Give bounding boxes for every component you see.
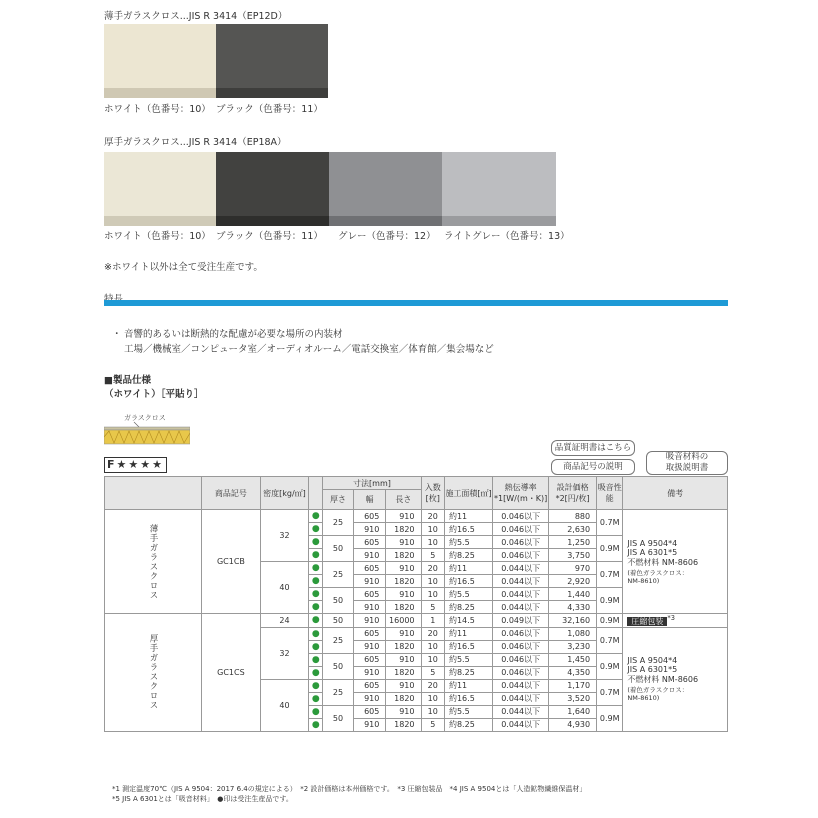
header-remarks: 備考 (623, 477, 728, 510)
count-cell: 1 (421, 614, 444, 628)
price-cell: 970 (549, 562, 597, 575)
conductivity-cell: 0.044以下 (493, 575, 549, 588)
conductivity-cell: 0.044以下 (493, 588, 549, 601)
width-cell: 605 (353, 562, 386, 575)
product-code-button[interactable]: 商品記号の説明 (551, 459, 635, 475)
thickness-cell: 25 (323, 510, 353, 536)
spec-heading: ■製品仕様 (104, 375, 151, 386)
price-cell: 3,750 (549, 549, 597, 562)
count-cell: 5 (421, 718, 444, 731)
made-to-order-dot-icon: ● (309, 536, 323, 549)
area-cell: 約8.25 (444, 549, 492, 562)
area-cell: 約5.5 (444, 536, 492, 549)
quality-certificate-button[interactable]: 品質証明書はこちら (551, 440, 635, 456)
price-cell: 4,930 (549, 718, 597, 731)
conductivity-cell: 0.046以下 (493, 510, 549, 523)
made-to-order-dot-icon: ● (309, 510, 323, 523)
absorption-cell: 0.9M (597, 614, 623, 628)
swatch-label: ライトグレー（色番号：13） (444, 231, 570, 242)
absorption-cell: 0.7M (597, 679, 623, 705)
table-row (105, 614, 728, 628)
made-to-order-dot-icon: ● (309, 705, 323, 718)
made-to-order-dot-icon: ● (309, 588, 323, 601)
thickness-cell: 50 (323, 653, 353, 679)
price-cell: 1,170 (549, 679, 597, 692)
color-swatch-gray-thick (329, 152, 442, 226)
spec-subheading: （ホワイト）［平貼り］ (104, 389, 204, 400)
table-row (105, 510, 728, 523)
header-width: 幅 (353, 490, 386, 510)
compressed-pack-badge: 圧縮包装 (627, 617, 667, 626)
length-cell: 1820 (386, 666, 421, 679)
product-code: GC1CS (202, 614, 261, 732)
thickness-cell: 25 (323, 627, 353, 653)
length-cell: 910 (386, 627, 421, 640)
swatch-label: ホワイト（色番号：10） (104, 104, 211, 115)
price-cell: 2,630 (549, 523, 597, 536)
bullet-icon: ・ (112, 329, 122, 340)
conductivity-cell: 0.044以下 (493, 562, 549, 575)
group-name: 厚手ガラスクロス (105, 614, 202, 732)
area-cell: 約11 (444, 679, 492, 692)
thin-section-heading: 薄手ガラスクロス...JIS R 3414（EP12D） (104, 11, 288, 22)
conductivity-cell: 0.046以下 (493, 666, 549, 679)
spec-table (104, 476, 728, 732)
made-to-order-dot-icon: ● (309, 692, 323, 705)
header-length: 長さ (386, 490, 421, 510)
density-cell: 32 (260, 510, 308, 562)
density-cell: 24 (260, 614, 308, 628)
absorption-cell: 0.9M (597, 588, 623, 614)
length-cell: 910 (386, 705, 421, 718)
width-cell: 910 (353, 614, 386, 628)
area-cell: 約16.5 (444, 575, 492, 588)
area-cell: 約11 (444, 627, 492, 640)
count-cell: 5 (421, 666, 444, 679)
price-cell: 1,450 (549, 653, 597, 666)
conductivity-cell: 0.046以下 (493, 536, 549, 549)
absorption-cell: 0.9M (597, 653, 623, 679)
thickness-cell: 50 (323, 614, 353, 628)
header-conductivity: 熱伝導率*1[W/(m・K)] (493, 477, 549, 510)
count-cell: 10 (421, 705, 444, 718)
conductivity-cell: 0.044以下 (493, 601, 549, 614)
section-divider (104, 300, 728, 306)
length-cell: 1820 (386, 692, 421, 705)
remark-line: (着色ガラスクロス： (627, 686, 689, 695)
count-cell: 10 (421, 523, 444, 536)
thickness-cell: 50 (323, 705, 353, 731)
made-to-order-dot-icon: ● (309, 627, 323, 640)
made-to-order-dot-icon: ● (309, 653, 323, 666)
length-cell: 910 (386, 679, 421, 692)
price-cell: 3,520 (549, 692, 597, 705)
width-cell: 910 (353, 718, 386, 731)
count-cell: 10 (421, 536, 444, 549)
remark-line: JIS A 9504*4 (627, 538, 678, 548)
color-swatch-black-thick (216, 152, 329, 226)
badge-cell (623, 614, 728, 628)
color-swatch-white-thin (104, 24, 216, 98)
price-cell: 4,330 (549, 601, 597, 614)
density-cell: 32 (260, 627, 308, 679)
header-density: 密度[kg/㎡] (260, 477, 308, 510)
remark-line: NM-8610) (627, 694, 660, 703)
width-cell: 910 (353, 692, 386, 705)
header-price: 設計価格*2[円/枚] (549, 477, 597, 510)
conductivity-cell: 0.044以下 (493, 692, 549, 705)
length-cell: 910 (386, 536, 421, 549)
count-cell: 20 (421, 562, 444, 575)
remark-line: 不燃材料 NM-8606 (627, 557, 699, 567)
conductivity-cell: 0.046以下 (493, 653, 549, 666)
width-cell: 910 (353, 523, 386, 536)
area-cell: 約16.5 (444, 640, 492, 653)
conductivity-cell: 0.044以下 (493, 705, 549, 718)
count-cell: 20 (421, 510, 444, 523)
width-cell: 605 (353, 588, 386, 601)
length-cell: 1820 (386, 523, 421, 536)
count-cell: 10 (421, 640, 444, 653)
price-cell: 2,920 (549, 575, 597, 588)
thickness-cell: 25 (323, 562, 353, 588)
header-dims: 寸法[mm] (323, 477, 421, 490)
width-cell: 910 (353, 601, 386, 614)
length-cell: 910 (386, 653, 421, 666)
conductivity-cell: 0.044以下 (493, 718, 549, 731)
remark-line: JIS A 6301*5 (627, 547, 678, 557)
density-cell: 40 (260, 679, 308, 731)
length-cell: 16000 (386, 614, 421, 628)
made-to-order-dot-icon: ● (309, 601, 323, 614)
made-to-order-dot-icon: ● (309, 614, 323, 628)
width-cell: 605 (353, 627, 386, 640)
price-cell: 32,160 (549, 614, 597, 628)
swatch-label: ブラック（色番号：11） (216, 231, 323, 242)
thickness-cell: 50 (323, 536, 353, 562)
count-cell: 20 (421, 679, 444, 692)
made-to-order-dot-icon: ● (309, 640, 323, 653)
conductivity-cell: 0.046以下 (493, 627, 549, 640)
remark-line: (着色ガラスクロス： (627, 568, 689, 577)
price-cell: 1,250 (549, 536, 597, 549)
made-to-order-dot-icon: ● (309, 666, 323, 679)
made-to-order-dot-icon: ● (309, 549, 323, 562)
width-cell: 605 (353, 653, 386, 666)
area-cell: 約5.5 (444, 705, 492, 718)
feature-text: 音響的あるいは断熱的な配慮が必要な場所の内装材 (124, 329, 343, 340)
footnote: *5 JIS A 6301とは「吸音材料」 ●印は受注生産品です。 (112, 795, 293, 803)
made-to-order-dot-icon: ● (309, 718, 323, 731)
width-cell: 605 (353, 679, 386, 692)
color-swatch-white-thick (104, 152, 216, 226)
width-cell: 605 (353, 705, 386, 718)
price-cell: 880 (549, 510, 597, 523)
length-cell: 910 (386, 510, 421, 523)
header-dot (309, 477, 323, 510)
diagram-label: ガラスクロス (124, 414, 166, 422)
area-cell: 約8.25 (444, 718, 492, 731)
order-note: ※ホワイト以外は全て受注生産です。 (104, 262, 263, 273)
swatch-label: ブラック（色番号：11） (216, 104, 323, 115)
manual-label: 取扱説明書 (665, 463, 709, 473)
feature-text: 工場／機械室／コンピュータ室／オーディオルーム／電話交換室／体育館／集会場など (124, 344, 494, 355)
conductivity-cell: 0.046以下 (493, 523, 549, 536)
area-cell: 約8.25 (444, 666, 492, 679)
area-cell: 約5.5 (444, 653, 492, 666)
thickness-cell: 50 (323, 588, 353, 614)
remark-line: NM-8610) (627, 576, 660, 585)
color-swatch-black-thin (216, 24, 328, 98)
length-cell: 910 (386, 562, 421, 575)
price-cell: 1,640 (549, 705, 597, 718)
count-cell: 10 (421, 692, 444, 705)
area-cell: 約11 (444, 510, 492, 523)
made-to-order-dot-icon: ● (309, 679, 323, 692)
density-cell: 40 (260, 562, 308, 614)
area-cell: 約11 (444, 562, 492, 575)
price-cell: 3,230 (549, 640, 597, 653)
absorption-cell: 0.7M (597, 562, 623, 588)
count-cell: 5 (421, 549, 444, 562)
thickness-cell: 25 (323, 679, 353, 705)
footnote: *1 測定温度70℃（JIS A 9504：2017 6.4の規定による） *2 設計価格は本州価格です。 *3 圧縮包装品 *4 JIS A 9504とは「人造鉱物繊維保温材」 (112, 785, 587, 793)
absorption-cell: 0.9M (597, 536, 623, 562)
f-star-rating: F★★★★ (104, 457, 167, 473)
header-thickness: 厚さ (323, 490, 353, 510)
conductivity-cell: 0.046以下 (493, 549, 549, 562)
made-to-order-dot-icon: ● (309, 562, 323, 575)
manual-label: 吸音材料の (665, 452, 709, 462)
manual-button[interactable] (646, 451, 728, 475)
width-cell: 605 (353, 510, 386, 523)
area-cell: 約5.5 (444, 588, 492, 601)
price-cell: 1,440 (549, 588, 597, 601)
width-cell: 910 (353, 549, 386, 562)
length-cell: 1820 (386, 718, 421, 731)
area-cell: 約16.5 (444, 523, 492, 536)
length-cell: 1820 (386, 575, 421, 588)
header-code: 商品記号 (202, 477, 261, 510)
remarks-cell (623, 510, 728, 614)
width-cell: 605 (353, 536, 386, 549)
count-cell: 10 (421, 653, 444, 666)
area-cell: 約8.25 (444, 601, 492, 614)
price-cell: 4,350 (549, 666, 597, 679)
badge-footnote-mark: *3 (667, 614, 675, 622)
count-cell: 20 (421, 627, 444, 640)
remark-line: JIS A 9504*4 (627, 656, 678, 666)
length-cell: 1820 (386, 640, 421, 653)
made-to-order-dot-icon: ● (309, 523, 323, 536)
area-cell: 約14.5 (444, 614, 492, 628)
count-cell: 10 (421, 588, 444, 601)
header-count: 入数[枚] (421, 477, 444, 510)
width-cell: 910 (353, 575, 386, 588)
price-cell: 1,080 (549, 627, 597, 640)
length-cell: 910 (386, 588, 421, 601)
glass-cloth-diagram-icon (104, 420, 190, 446)
remark-line: 不燃材料 NM-8606 (627, 675, 699, 685)
swatch-label: ホワイト（色番号：10） (104, 231, 211, 242)
swatch-label: グレー（色番号：12） (338, 231, 436, 242)
conductivity-cell: 0.044以下 (493, 679, 549, 692)
thick-section-heading: 厚手ガラスクロス...JIS R 3414（EP18A） (104, 137, 287, 148)
absorption-cell: 0.7M (597, 510, 623, 536)
width-cell: 910 (353, 640, 386, 653)
length-cell: 1820 (386, 601, 421, 614)
remark-line: JIS A 6301*5 (627, 665, 678, 675)
header-empty (105, 477, 202, 510)
absorption-cell: 0.9M (597, 705, 623, 731)
conductivity-cell: 0.046以下 (493, 640, 549, 653)
count-cell: 10 (421, 575, 444, 588)
group-name: 薄手ガラスクロス (105, 510, 202, 614)
remarks-cell (623, 627, 728, 731)
color-swatch-lightgray-thick (442, 152, 556, 226)
conductivity-cell: 0.049以下 (493, 614, 549, 628)
made-to-order-dot-icon: ● (309, 575, 323, 588)
absorption-cell: 0.7M (597, 627, 623, 653)
length-cell: 1820 (386, 549, 421, 562)
width-cell: 910 (353, 666, 386, 679)
header-absorption: 吸音性能 (597, 477, 623, 510)
count-cell: 5 (421, 601, 444, 614)
product-code: GC1CB (202, 510, 261, 614)
area-cell: 約16.5 (444, 692, 492, 705)
header-area: 施工面積[㎡] (444, 477, 492, 510)
